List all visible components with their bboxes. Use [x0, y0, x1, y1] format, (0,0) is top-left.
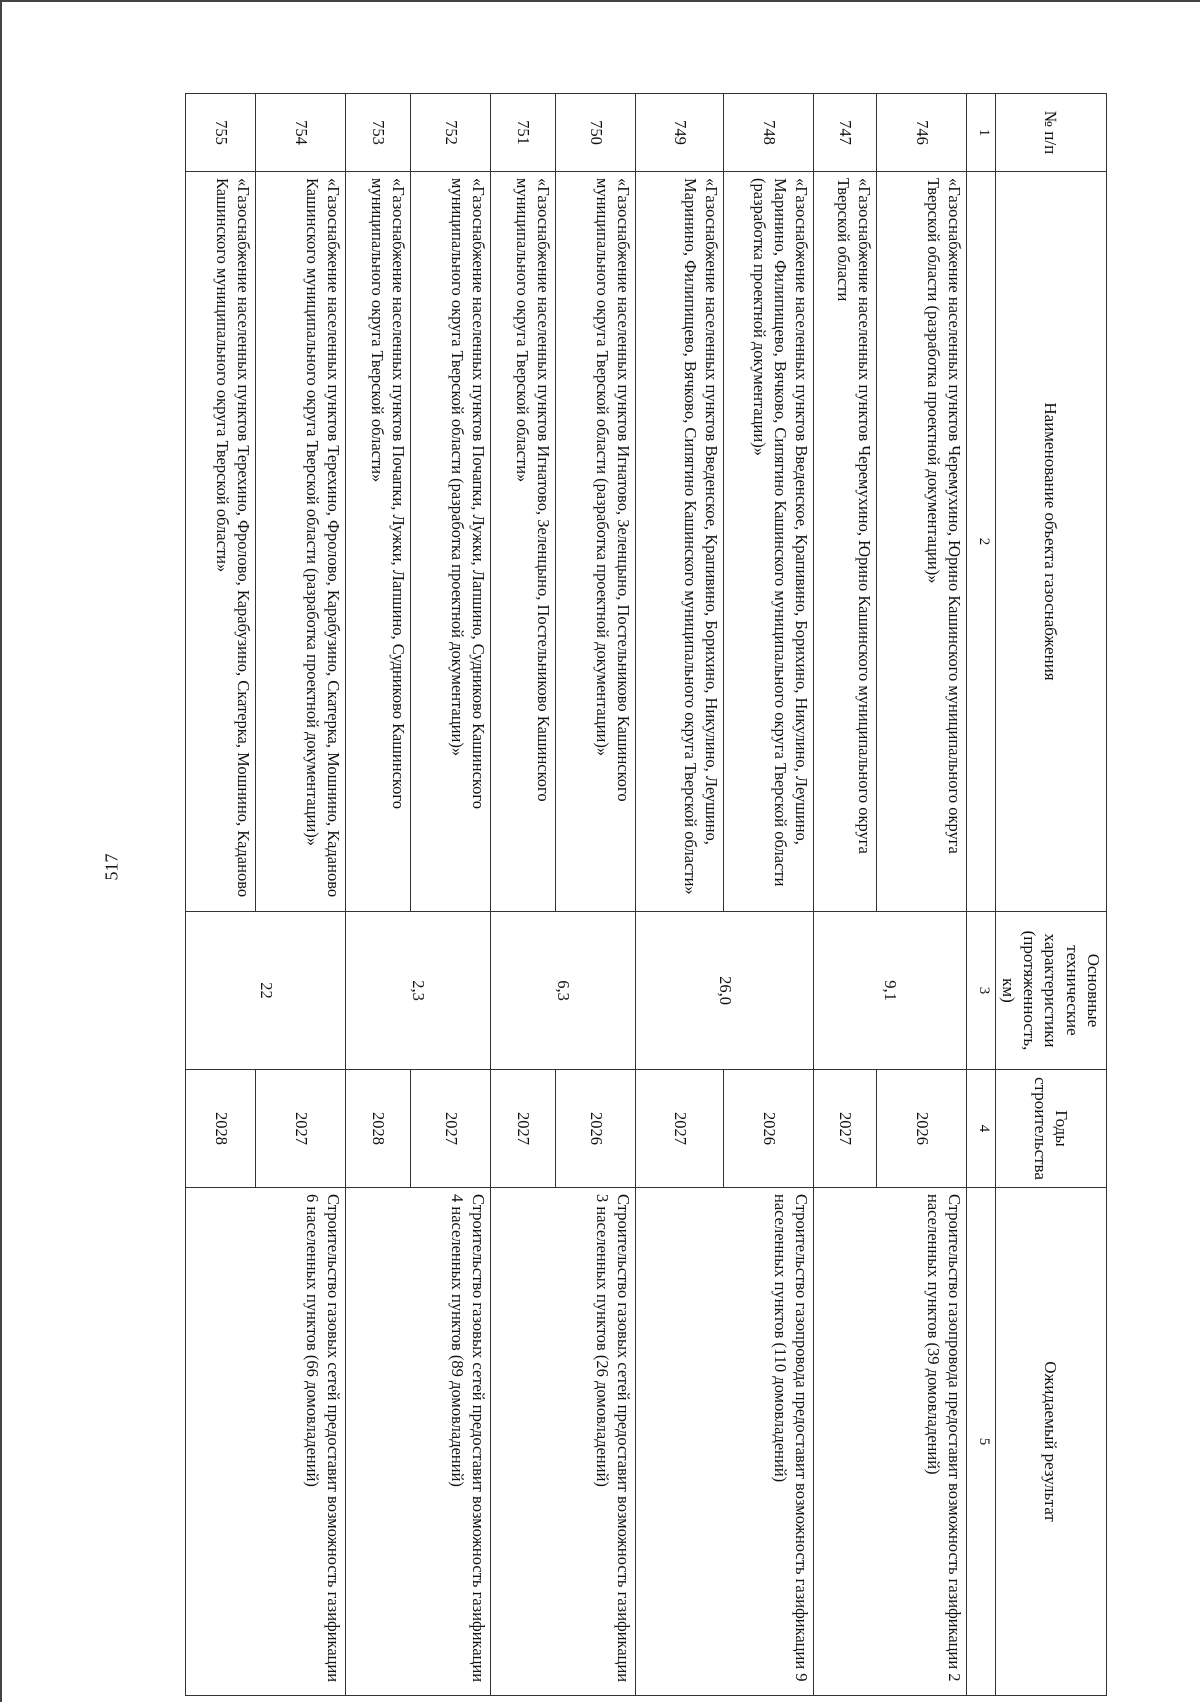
expected-result: Строительство газопровода предоставит возможность газификации 9 населенных пунктов (110 домовладений): [635, 1188, 813, 1696]
header-result: Ожидаемый результат: [995, 1188, 1106, 1696]
construction-year: 2026: [876, 1070, 966, 1188]
object-name: «Газоснабжение населенных пунктов Терехино, Фролово, Карабузино, Скатерка, Мошнино, Каданово Кашинского муниципального округа Тверской области»: [185, 172, 255, 912]
row-number: 747: [813, 94, 876, 172]
scan-edge-top: [0, 0, 1200, 2]
construction-year: 2028: [185, 1070, 255, 1188]
table-row: [876, 94, 966, 1696]
header-years: Годы строительства: [995, 1070, 1106, 1188]
object-name: «Газоснабжение населенных пунктов Почапки, Лужки, Лапшино, Судниково Кашинского муниципального округа Тверской области»: [345, 172, 410, 912]
expected-result: Строительство газопровода предоставит возможность газификации 2 населенных пунктов (39 домовладений): [813, 1188, 966, 1696]
length-km: 9,1: [813, 912, 966, 1070]
construction-year: 2026: [555, 1070, 635, 1188]
table-row: [555, 94, 635, 1696]
row-number: 751: [490, 94, 555, 172]
object-name: «Газоснабжение населенных пунктов Введенское, Крапивино, Борихино, Никулино, Леушино, Маринино, Филипищево, Вячково, Сипягино Кашинского муниципального округа Тверской области»: [635, 172, 723, 912]
page-number: 517: [101, 853, 122, 881]
row-number: 752: [410, 94, 490, 172]
header-row: [995, 94, 1106, 1696]
object-name: «Газоснабжение населенных пунктов Черемухино, Юрино Кашинского муниципального округа Тверской области: [813, 172, 876, 912]
length-km: 26,0: [635, 912, 813, 1070]
row-number: 749: [635, 94, 723, 172]
expected-result: Строительство газовых сетей предоставит возможность газификации 4 населенных пунктов (89 домовладений): [345, 1188, 490, 1696]
rotated-table-wrapper: [187, 93, 1107, 1695]
column-index-row: [966, 94, 995, 1696]
row-number: 748: [723, 94, 813, 172]
length-km: 22: [185, 912, 345, 1070]
construction-year: 2027: [410, 1070, 490, 1188]
scan-edge-left: [0, 0, 2, 1702]
construction-year: 2027: [635, 1070, 723, 1188]
construction-year: 2027: [255, 1070, 345, 1188]
row-number: 755: [185, 94, 255, 172]
header-specs: Основные технические характеристики (протяженность, км): [995, 912, 1106, 1070]
expected-result: Строительство газовых сетей предоставит возможность газификации 3 населенных пунктов (26 домовладений): [490, 1188, 635, 1696]
row-number: 750: [555, 94, 635, 172]
construction-year: 2028: [345, 1070, 410, 1188]
row-number: 754: [255, 94, 345, 172]
object-name: «Газоснабжение населенных пунктов Почапки, Лужки, Лапшино, Судниково Кашинского муниципального округа Тверской области (разработка проектной документации)»: [410, 172, 490, 912]
header-num: № п/п: [995, 94, 1106, 172]
table-row: [410, 94, 490, 1696]
table-row: [255, 94, 345, 1696]
column-index: 5: [966, 1188, 995, 1696]
object-name: «Газоснабжение населенных пунктов Введенское, Крапивино, Борихино, Никулино, Леушино, Маринино, Филипищево, Вячково, Сипягино Кашинского муниципального округа Тверской области (разработка проектной документации)»: [723, 172, 813, 912]
length-km: 2,3: [345, 912, 490, 1070]
object-name: «Газоснабжение населенных пунктов Игнатово, Зеленцыно, Постельниково Кашинского муниципального округа Тверской области»: [490, 172, 555, 912]
construction-year: 2027: [813, 1070, 876, 1188]
column-index: 3: [966, 912, 995, 1070]
column-index: 2: [966, 172, 995, 912]
length-km: 6,3: [490, 912, 635, 1070]
header-name: Наименование объекта газоснабжения: [995, 172, 1106, 912]
row-number: 746: [876, 94, 966, 172]
column-index: 4: [966, 1070, 995, 1188]
column-index: 1: [966, 94, 995, 172]
gas-supply-table: [185, 93, 1107, 1696]
object-name: «Газоснабжение населенных пунктов Игнатово, Зеленцыно, Постельниково Кашинского муниципального округа Тверской области (разработка проектной документации)»: [555, 172, 635, 912]
expected-result: Строительство газовых сетей предоставит возможность газификации 6 населенных пунктов (66 домовладений): [185, 1188, 345, 1696]
row-number: 753: [345, 94, 410, 172]
object-name: «Газоснабжение населенных пунктов Терехино, Фролово, Карабузино, Скатерка, Мошнино, Каданово Кашинского муниципального округа Тверской области (разработка проектной документации)»: [255, 172, 345, 912]
construction-year: 2026: [723, 1070, 813, 1188]
table-row: [723, 94, 813, 1696]
construction-year: 2027: [490, 1070, 555, 1188]
object-name: «Газоснабжение населенных пунктов Черемухино, Юрино Кашинского муниципального округа Тверской области (разработка проектной документации)»: [876, 172, 966, 912]
